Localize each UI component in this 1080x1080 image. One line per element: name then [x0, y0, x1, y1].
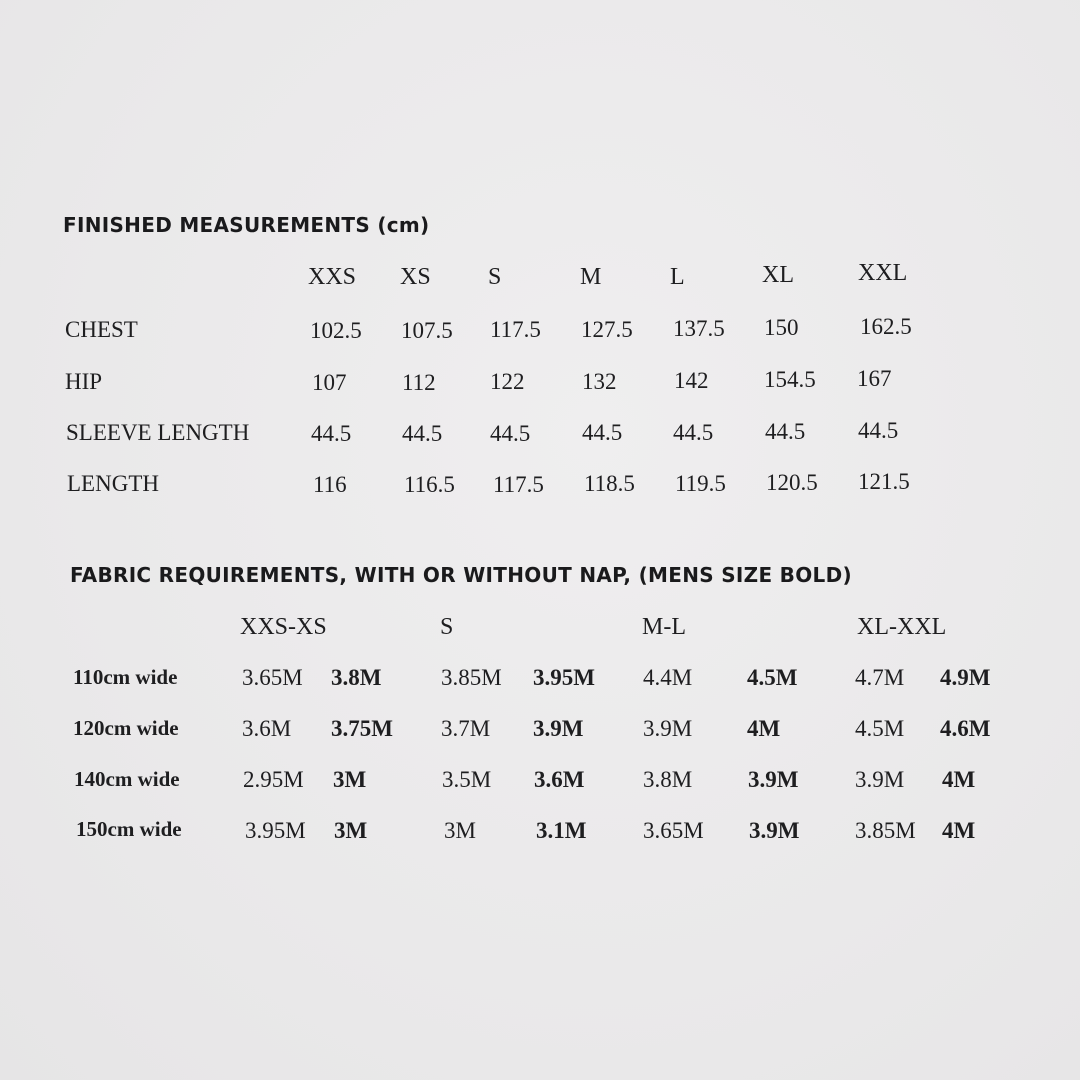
table-cell: 3.65M — [643, 818, 704, 843]
table-cell: 3.9M — [855, 767, 905, 792]
table-cell: 44.5 — [673, 420, 714, 445]
finished-measurements-title: FINISHED MEASUREMENTS (cm) — [63, 213, 430, 237]
table-cell: 116 — [313, 472, 347, 497]
table-cell: 132 — [582, 369, 617, 394]
size-header: S — [488, 264, 502, 290]
table-cell: 121.5 — [858, 469, 910, 494]
size-group-header: S — [440, 614, 454, 640]
row-label: 120cm wide — [73, 716, 179, 740]
table-cell-bold: 4.5M — [747, 665, 798, 690]
table-cell: 44.5 — [311, 421, 352, 446]
table-cell: 3.65M — [242, 665, 303, 690]
table-cell: 122 — [490, 369, 525, 394]
table-cell-bold: 3.95M — [533, 665, 595, 690]
table-cell-bold: 3.9M — [748, 767, 799, 792]
table-cell-bold: 4.9M — [940, 665, 991, 690]
table-cell-bold: 3.1M — [536, 818, 587, 843]
table-cell: 150 — [764, 315, 799, 340]
table-cell: 119.5 — [675, 471, 726, 496]
size-header: L — [670, 264, 685, 290]
table-cell: 162.5 — [860, 314, 912, 339]
row-label: LENGTH — [67, 471, 159, 496]
table-cell-bold: 4.6M — [940, 716, 991, 741]
table-cell: 137.5 — [673, 316, 725, 341]
table-cell: 117.5 — [493, 472, 544, 497]
row-label: 150cm wide — [76, 817, 182, 841]
table-cell-bold: 3.8M — [331, 665, 382, 690]
row-label: HIP — [65, 369, 103, 394]
table-cell: 3.85M — [441, 665, 502, 690]
table-cell: 154.5 — [764, 367, 816, 392]
table-cell: 44.5 — [765, 419, 806, 444]
table-cell: 3.5M — [442, 767, 492, 792]
table-cell: 44.5 — [858, 418, 899, 443]
table-cell: 4.7M — [855, 665, 905, 690]
table-cell: 3.7M — [441, 716, 491, 741]
table-cell: 3.85M — [855, 818, 916, 843]
table-cell: 4.5M — [855, 716, 905, 741]
table-cell: 3.6M — [242, 716, 292, 741]
table-cell-bold: 3.75M — [331, 716, 393, 741]
table-cell: 107 — [312, 370, 347, 395]
table-cell: 102.5 — [310, 318, 362, 343]
table-cell: 107.5 — [401, 318, 453, 343]
table-cell-bold: 4M — [942, 818, 976, 843]
table-cell: 4.4M — [643, 665, 693, 690]
size-group-header: XXS-XS — [240, 614, 327, 640]
table-cell: 116.5 — [404, 472, 455, 497]
table-cell: 3M — [444, 818, 476, 843]
table-cell: 44.5 — [490, 421, 531, 446]
size-header: XXS — [308, 264, 357, 290]
row-label: 110cm wide — [73, 665, 178, 689]
table-cell-bold: 3M — [333, 767, 367, 792]
size-header: XS — [400, 264, 431, 290]
size-group-header: XL-XXL — [857, 614, 947, 640]
row-label: CHEST — [65, 317, 138, 342]
table-cell: 44.5 — [402, 421, 443, 446]
table-cell: 3.8M — [643, 767, 693, 792]
table-cell: 142 — [674, 368, 709, 393]
row-label: SLEEVE LENGTH — [66, 420, 250, 445]
size-header: M — [580, 264, 602, 290]
table-cell-bold: 3.9M — [749, 818, 800, 843]
table-cell-bold: 3.6M — [534, 767, 585, 792]
table-cell: 167 — [857, 366, 892, 391]
table-cell: 112 — [402, 370, 436, 395]
size-header: XL — [762, 262, 794, 288]
row-label: 140cm wide — [74, 767, 180, 791]
table-cell: 3.95M — [245, 818, 306, 843]
table-cell: 127.5 — [581, 317, 633, 342]
fabric-requirements-title: FABRIC REQUIREMENTS, WITH OR WITHOUT NAP, (MENS SIZE BOLD) — [70, 563, 852, 587]
table-cell-bold: 3M — [334, 818, 368, 843]
table-cell: 2.95M — [243, 767, 304, 792]
table-cell: 120.5 — [766, 470, 818, 495]
size-group-header: M-L — [642, 614, 686, 640]
table-cell: 3.9M — [643, 716, 693, 741]
size-header: XXL — [858, 260, 908, 286]
table-cell: 118.5 — [584, 471, 635, 496]
table-cell: 117.5 — [490, 317, 541, 342]
table-cell-bold: 4M — [942, 767, 976, 792]
table-cell: 44.5 — [582, 420, 623, 445]
table-cell-bold: 3.9M — [533, 716, 584, 741]
table-cell-bold: 4M — [747, 716, 781, 741]
